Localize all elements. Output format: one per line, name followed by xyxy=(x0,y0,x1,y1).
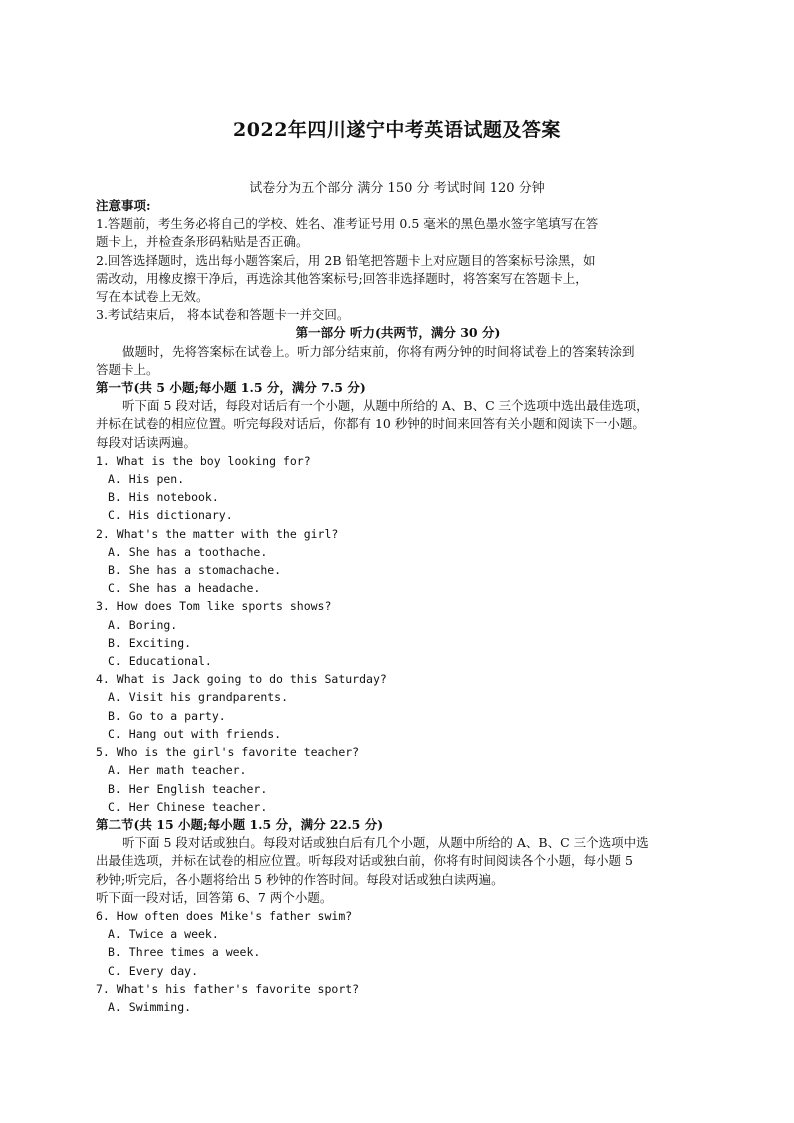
option-b: B. His notebook. xyxy=(108,490,219,505)
option-a: A. Visit his grandparents. xyxy=(108,690,289,705)
part1-heading: 第一部分 听力(共两节，满分 30 分) xyxy=(295,325,501,341)
question-1: 1. What is the boy looking for? xyxy=(96,453,311,468)
question-7: 7. What's his father's favorite sport? xyxy=(96,981,360,996)
option-c: C. She has a headache. xyxy=(108,581,261,596)
notice-line: 1.答题前，考生务必将自己的学校、姓名、准考证号用 0.5 毫米的黑色墨水签字笔填写在答 xyxy=(96,216,599,232)
option-b: B. She has a stomachache. xyxy=(108,563,282,578)
notice-line: 题卡上，并检查条形码粘贴是否正确。 xyxy=(96,234,309,250)
section2-intro: 出最佳选项，并标在试卷的相应位置。听每段对话或独白前，你将有时间阅读各个小题，每小题 5 xyxy=(96,853,633,869)
option-a: A. Twice a week. xyxy=(108,927,219,942)
option-a: A. Her math teacher. xyxy=(108,763,247,778)
section1-heading: 第一节(共 5 小题;每小题 1.5 分，满分 7.5 分) xyxy=(96,380,366,396)
notice-line: 写在本试卷上无效。 xyxy=(96,289,209,305)
option-a: A. His pen. xyxy=(108,472,185,487)
option-c: C. Hang out with friends. xyxy=(108,726,282,741)
section2-intro: 秒钟;听完后，各小题将给出 5 秒钟的作答时间。每段对话或独白读两遍。 xyxy=(96,871,504,887)
notice-line: 需改动，用橡皮擦干净后，再选涂其他答案标号;回答非选择题时，将答案写在答题卡上， xyxy=(96,270,588,286)
question-4: 4. What is Jack going to do this Saturday? xyxy=(96,672,387,687)
option-a: A. Swimming. xyxy=(108,999,192,1014)
question-3: 3. How does Tom like sports shows? xyxy=(96,599,332,614)
section2-intro: 听下面 5 段对话或独白。每段对话或独白后有几个小题，从题中所给的 A、B、C 三个选项中选 xyxy=(122,835,649,851)
question-5: 5. Who is the girl's favorite teacher? xyxy=(96,745,360,760)
option-c: C. His dictionary. xyxy=(108,508,233,523)
section1-intro: 听下面 5 段对话，每段对话后有一个小题，从题中所给的 A、B、C 三个选项中选出最佳选项， xyxy=(122,398,649,414)
option-a: A. She has a toothache. xyxy=(108,544,268,559)
notice-heading: 注意事项: xyxy=(96,198,151,213)
page-title: 2022年四川遂宁中考英语试题及答案 xyxy=(233,119,561,141)
option-b: B. Go to a party. xyxy=(108,708,226,723)
section1-intro: 每段对话读两遍。 xyxy=(96,434,197,450)
section2-heading: 第二节(共 15 小题;每小题 1.5 分，满分 22.5 分) xyxy=(96,816,384,832)
option-c: C. Educational. xyxy=(108,654,212,669)
notice-line: 2.回答选择题时，选出每小题答案后，用 2B 铅笔把答题卡上对应题目的答案标号涂黑，如 xyxy=(96,252,596,268)
option-a: A. Boring. xyxy=(108,617,178,632)
part1-intro: 做题时，先将答案标在试卷上。听力部分结束前，你将有两分钟的时间将试卷上的答案转涂到 xyxy=(122,343,635,359)
section1-intro: 并标在试卷的相应位置。听完每段对话后，你都有 10 秒钟的时间来回答有关小题和阅读下一小题。 xyxy=(96,416,645,432)
notice-line: 3.考试结束后， 将本试卷和答题卡一并交回。 xyxy=(96,307,350,323)
option-c: C. Her Chinese teacher. xyxy=(108,799,268,814)
option-c: C. Every day. xyxy=(108,963,199,978)
question-2: 2. What's the matter with the girl? xyxy=(96,526,339,541)
option-b: B. Three times a week. xyxy=(108,945,261,960)
question-6: 6. How often does Mike's father swim? xyxy=(96,908,353,923)
part1-intro: 答题卡上。 xyxy=(96,361,159,377)
exam-info: 试卷分为五个部分 满分 150 分 考试时间 120 分钟 xyxy=(249,181,545,196)
section2-instruction: 听下面一段对话，回答第 6、7 两个小题。 xyxy=(96,889,333,905)
exam-content xyxy=(96,197,700,1016)
option-b: B. Exciting. xyxy=(108,635,192,650)
option-b: B. Her English teacher. xyxy=(108,781,268,796)
